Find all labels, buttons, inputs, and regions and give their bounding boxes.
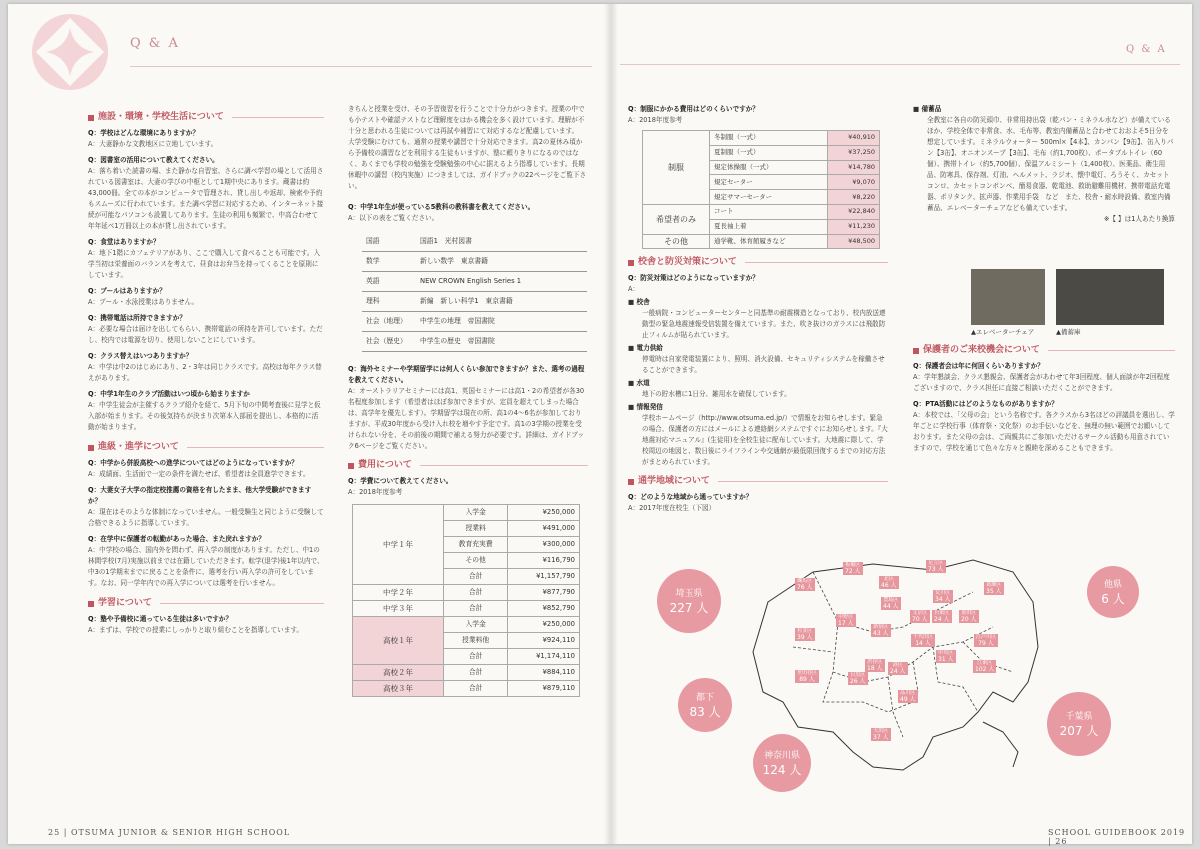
textbook-table (362, 232, 587, 352)
section-title: 保護者のご来校機会について (923, 345, 1040, 355)
textbook-row (362, 252, 587, 272)
ward-count: 76 人 (797, 583, 813, 591)
ward-count: 17 人 (838, 619, 854, 627)
ward-label (926, 560, 946, 573)
qa-answer: A：大妻静かな文教地区に立地しています。 (88, 140, 218, 148)
uniform-item: 規定体操服（一式） (710, 160, 828, 175)
tuition-row (353, 681, 580, 697)
ward-name: 江東区 (977, 660, 993, 666)
section-marker-icon (348, 463, 354, 469)
ward-count: 18 人 (867, 664, 883, 672)
tuition-row (353, 505, 580, 521)
ward-count: 37 人 (873, 733, 889, 741)
region-count: 6 人 (1101, 592, 1125, 606)
section-rule (420, 465, 588, 466)
stock-note: ※【 】は1人あたり換算 (1103, 215, 1175, 223)
section-marker-icon (88, 115, 94, 121)
safety-answer: A： (628, 285, 640, 294)
section-title: 通学地域について (638, 476, 710, 487)
qa-question: Q：中学から併設高校への進学についてはどのようになっていますか？ (88, 459, 298, 467)
uniform-category: 制服 (643, 131, 710, 205)
parents-qa-list (913, 361, 1175, 454)
ward-count: 43 人 (873, 629, 889, 637)
textbook-title: 中学生の地理 帝国書院 (416, 312, 587, 332)
section-progression-heading (88, 442, 324, 453)
tuition-item: 合計 (444, 649, 508, 665)
column-4 (913, 104, 1175, 225)
ward-count: 35 人 (986, 587, 1002, 595)
uniform-amount: ¥14,780 (827, 160, 879, 175)
uniform-amount: ¥48,500 (827, 234, 879, 249)
study-answer-cont2: 大学受験にむけても、通常の授業や講習で十分対応できます。高2の夏休み頃から予備校の講習などを利用する生徒もいますが、塾に頼りきりになるのではなく、あくまでも学校の勉強を受験勉強の中心に据えるよう指導しています。長期休暇中の講習（校内実施）につきましては、ガイドブックの22ページをご覧下さい。 (348, 138, 587, 190)
uniform-row (643, 204, 880, 219)
ward-name: 中央区 (938, 650, 954, 656)
safety-item-text: 学校ホームページ（http://www.otsuma.ed.jp/）で情報をお知らせします。緊急の場合、保護者の方にはメールによる連絡網システムですぐにお知らせします。『大地震対応マニュアル』(生徒用)を全校生徒に配布しています。大地震に際して、学校周辺の地図と、数日後にライフラインや交通網が最低限回復するまでの対応方法がまとめられています。 (642, 414, 888, 467)
section-rule (187, 447, 324, 448)
photo1-caption: ▲エレベーターチェア (971, 328, 1035, 336)
qa-answer: A：落ち着いた読書の場、また静かな自習室、さらに調べ学習の場として活用されている図書室は、大妻の学びの中枢として1期中央にあります。蔵書は約43,000冊。全ての本がコンピュータで管理され、貸し出しや返却、検索や予約もスムーズに行われています。また調べ学習に対応するため、インターネット接続が可能なパソコンも設置してあります。生徒の利用も頻繁で、中高合わせて年年延べ1万冊以上の本が貸し出されています。 (88, 167, 324, 230)
qa-question: Q：プールはありますか？ (88, 287, 166, 295)
textbook-subject: 英語 (362, 272, 416, 292)
qa-question: Q：PTA活動にはどのようなものがありますか？ (913, 400, 1058, 408)
page-gutter (604, 4, 618, 844)
uniform-item: 規定サマーセーター (710, 190, 828, 205)
ward-label (933, 590, 953, 603)
textbook-subject: 社会（地理） (362, 312, 416, 332)
section-rule (160, 603, 324, 604)
uniform-answer: A：2018年度参考 (628, 116, 683, 124)
ward-label (871, 624, 891, 637)
progression-qa-list (88, 458, 324, 589)
safety-item-text: 一般病院・コンピューターセンターと同基準の耐震構造となっており、校内放送連動型の緊急地震速報受信装置を備えています。また、吹き抜けのガラスには飛散防止フィルムが貼られています。 (642, 309, 886, 340)
qa-question: Q：塾や予備校に通っている生徒は多いですか？ (88, 615, 233, 623)
ward-count: 72 人 (845, 567, 861, 575)
section-marker-icon (628, 260, 634, 266)
uniform-row (643, 234, 880, 249)
qa-answer: A：本校では、「父母の会」という名称です。各クラスから3名ほどの評議員を選出し、学年ごとに学校行事（体育祭・文化祭）のお手伝いなどを、無理の無い範囲でお願いしております。また父母の会は、ご両親共にご参加いただけるサークル活動も用意されていますので、学校を通じて色々な方々と親睦を深めることもできます。 (913, 411, 1175, 452)
ward-label (973, 660, 996, 673)
tuition-item: 合計 (444, 601, 508, 617)
guidebook-spread (8, 4, 1192, 844)
tuition-amount: ¥924,110 (508, 633, 580, 649)
ward-count: 70 人 (912, 615, 928, 623)
uniform-amount: ¥40,910 (827, 131, 879, 146)
textbook-subject: 数学 (362, 252, 416, 272)
tuition-row (353, 617, 580, 633)
uniform-item: 冬制服（一式） (710, 131, 828, 146)
ward-label (843, 562, 863, 575)
tuition-amount: ¥491,000 (508, 521, 580, 537)
ward-label (881, 597, 901, 610)
tuition-row (353, 665, 580, 681)
qa-answer: A：現在はそのような体制になっていません。一般受験生と同じように受験して合格できるように指導しています。 (88, 508, 324, 527)
uniform-item: コート (710, 204, 828, 219)
uniform-category: その他 (643, 234, 710, 249)
safety-item-text: 停電時は自家発電装置により、照明、消火設備、セキュリティシステムを稼働させることができます。 (642, 355, 885, 375)
tuition-item: 合計 (444, 585, 508, 601)
qa-answer: A：成績面、生活面で一定の条件を満たせば、希望者は全員進学できます。 (88, 470, 310, 478)
uniform-table (642, 130, 880, 249)
ward-name: 中野区 (838, 614, 854, 620)
textbook-question: Q：中学1年生が使っている5教科の教科書を教えてください。 (348, 203, 535, 211)
qa-answer: A：中学生徒会が主催するクラブ紹介を経て、5月下旬の中間考査後に見学と仮入部が始まります。その後気持ちが決まり次第本入部届を提出し、本格的に活動が始まります。 (88, 401, 321, 431)
section-rule (232, 117, 324, 118)
fees-answer: A：2018年度参考 (348, 488, 403, 496)
textbook-title: 新編 新しい科学1 東京書籍 (416, 292, 587, 312)
seminar-answer: A：オーストラリアセミナーには高1、英国セミナーには高1・2の希望者が各30名程度参加します（希望者はほぼ参加できますが、定員を超えてしまった場合は、高学年を優先します）。学期留学は現在の所、高1の4～6名が参加しておりますが、平成30年度から受け入れ校を増やす予定です。高1の3学期の授業を受けられない分を、その前後の期間で補える努力が必要です。詳細は、ガイドブック6ページをご覧ください。 (348, 387, 585, 450)
qa-answer: A：必要な場合は届けを出してもらい、携帯電話の所持を許可しています。ただし、校内では電源を切り、使用しないことにしています。 (88, 325, 323, 344)
header-right-rule (620, 64, 1180, 65)
tuition-row (353, 601, 580, 617)
facilities-qa-list (88, 128, 324, 433)
ward-name: 大田区 (873, 728, 889, 734)
ward-label (879, 576, 899, 589)
ward-name: 港区 (892, 662, 903, 668)
tuition-amount: ¥250,000 (508, 617, 580, 633)
ward-name: 墨田区 (961, 610, 977, 616)
tuition-amount: ¥116,790 (508, 553, 580, 569)
safety-items (628, 284, 888, 468)
tuition-amount: ¥879,110 (508, 681, 580, 697)
ward-count: 26 人 (850, 677, 866, 685)
photo2-caption: ▲備蓄庫 (1056, 328, 1081, 336)
ward-count: 49 人 (900, 695, 916, 703)
tuition-grade: 中学３年 (353, 601, 444, 617)
textbook-row (362, 312, 587, 332)
ward-count: 14 人 (915, 639, 931, 647)
textbook-title: NEW CROWN English Series 1 (416, 272, 587, 292)
uniform-row (643, 131, 880, 146)
tuition-amount: ¥300,000 (508, 537, 580, 553)
tuition-amount: ¥1,157,790 (508, 569, 580, 585)
qa-question: Q：携帯電話は所持できますか？ (88, 314, 186, 322)
textbook-subject: 国語 (362, 232, 416, 252)
ward-name: 千代田区 (913, 634, 934, 640)
qa-question: Q：図書室の活用について教えてください。 (88, 156, 219, 164)
uniform-item: 規定セーター (710, 175, 828, 190)
region-bubble (753, 734, 811, 792)
ward-label (795, 578, 815, 591)
column-1 (88, 112, 324, 636)
ward-label (932, 610, 952, 623)
textbook-row (362, 332, 587, 352)
ward-count: 46 人 (881, 581, 897, 589)
ward-name: 新宿区 (873, 624, 889, 630)
safety-item-heading: ■ 電力供給 (628, 343, 888, 354)
section-rule (718, 481, 888, 482)
ward-label (936, 650, 956, 663)
study-qa-list (88, 614, 324, 636)
tuition-amount: ¥884,110 (508, 665, 580, 681)
ward-count: 34 人 (935, 595, 951, 603)
commute-map (633, 552, 1193, 777)
tuition-item: 教育充実費 (444, 537, 508, 553)
section-facilities-heading (88, 112, 324, 123)
ward-label (865, 659, 885, 672)
ward-name: 世田谷区 (797, 670, 818, 676)
tuition-grade: 中学１年 (353, 505, 444, 585)
textbook-row (362, 232, 587, 252)
qa-question: Q：大妻女子大学の指定校推薦の資格を有したまま、他大学受験ができますか？ (88, 486, 312, 505)
column-3 (628, 104, 888, 514)
tuition-row (353, 585, 580, 601)
uniform-item: 夏制服（一式） (710, 145, 828, 160)
qa-answer: A：プール・水泳授業はありません。 (88, 298, 199, 306)
section-parents-heading (913, 345, 1175, 356)
uniform-amount: ¥11,230 (827, 219, 879, 234)
ward-name: 練馬区 (797, 578, 813, 584)
storage-room-photo (1056, 269, 1164, 325)
tuition-item: 合計 (444, 681, 508, 697)
uniform-question: Q：制服にかかる費用はどのくらいですか？ (628, 105, 759, 113)
tuition-table (352, 504, 580, 697)
uniform-amount: ¥8,220 (827, 190, 879, 205)
tuition-item: 授業料 (444, 521, 508, 537)
ward-count: 39 人 (797, 633, 813, 641)
textbook-title: 国語1 光村図書 (416, 232, 587, 252)
uniform-item: 夏長袖上着 (710, 219, 828, 234)
qa-question: Q：中学1年生のクラブ活動はいつ頃から始まりますか (88, 390, 250, 398)
ward-count: 73 人 (928, 565, 944, 573)
textbook-row (362, 272, 587, 292)
stock-heading: ■ 備蓄品 (913, 104, 1175, 115)
qa-answer: A：地下1階にカフェテリアがあり、ここで購入して食べることも可能です。入学当初は栄養面のバランスを考えて、昼食はお弁当を持ってくることを原則にしています。 (88, 249, 321, 279)
region-name: 埼玉県 (675, 589, 703, 599)
textbook-title: 新しい数学 東京書籍 (416, 252, 587, 272)
ward-name: 文京区 (912, 610, 928, 616)
section-title: 校舎と防災対策について (638, 257, 737, 268)
section-title: 施設・環境・学校生活について (98, 112, 224, 122)
region-count: 207 人 (1059, 724, 1099, 738)
ward-label (795, 628, 815, 641)
tuition-item: 合計 (444, 569, 508, 585)
ward-label (871, 728, 891, 741)
tuition-item: その他 (444, 553, 508, 569)
ward-name: 豊島区 (883, 597, 899, 603)
ward-name: 葛飾区 (986, 582, 1002, 588)
ward-count: 79 人 (978, 639, 994, 647)
ward-name: 荒川区 (935, 590, 951, 596)
elevator-chair-photo (971, 269, 1045, 325)
region-bubble (1087, 566, 1139, 618)
ward-label (910, 610, 930, 623)
section-marker-icon (88, 445, 94, 451)
region-name: 都下 (695, 693, 714, 703)
textbook-subject: 社会（歴史） (362, 332, 416, 352)
uniform-amount: ¥9,070 (827, 175, 879, 190)
textbook-subject: 理科 (362, 292, 416, 312)
header-right-title: Q & A (1126, 44, 1167, 55)
textbook-title: 中学生の歴史 帝国書院 (416, 332, 587, 352)
qa-answer: A：学年懇談会、クラス懇親会、保護者会があわせて年3回程度、個人面談が年2回程度ございますので、クラス担任に直接ご相談いただくことができます。 (913, 373, 1170, 392)
ward-name: 杉並区 (797, 628, 813, 634)
region-count: 227 人 (669, 601, 709, 615)
ward-name: 渋谷区 (867, 659, 883, 665)
qa-answer: A：まずは、学校での授業にしっかりと取り組むことを指導しています。 (88, 626, 303, 634)
tuition-amount: ¥250,000 (508, 505, 580, 521)
tuition-amount: ¥877,790 (508, 585, 580, 601)
ward-name: 品川区 (900, 690, 916, 696)
section-title: 進級・進学について (98, 442, 179, 452)
uniform-category: 希望者のみ (643, 204, 710, 234)
section-marker-icon (628, 479, 634, 485)
tuition-item: 授業料他 (444, 633, 508, 649)
section-study-heading (88, 598, 324, 609)
tuition-amount: ¥852,790 (508, 601, 580, 617)
section-title: 学習について (98, 598, 152, 608)
ward-name: 足立区 (928, 560, 944, 566)
section-safety-heading (628, 257, 888, 268)
tuition-grade: 高校２年 (353, 665, 444, 681)
region-count: 124 人 (762, 763, 802, 777)
uniform-amount: ¥22,840 (827, 204, 879, 219)
ward-count: 31 人 (938, 655, 954, 663)
ward-name: 目黒区 (850, 672, 866, 678)
section-marker-icon (88, 601, 94, 607)
tuition-item: 入学金 (444, 617, 508, 633)
ward-count: 102 人 (975, 665, 995, 673)
stock-text: 全教室に各自の防災頭巾、非常用持出袋（乾パン・ミネラル水など）が備えているほか、学校全体で非常食、水、毛布等、教室内備蓄品と合わせておおよそ5日分を想定しています。ミネラルウォーター 500ml×【4本】、カンパン【9缶】、缶入りパン【3缶】、オニオンスープ【3缶】、毛布（約1,700枚）、ポータブルトイレ（60個）、携帯トイレ（約5,700個）、保温アルミシート（1,400枚）、医薬品、衛生用品、防寒具、保存剤、灯油、ヘルメット、ラジオ、懐中電灯、ろうそく、カセットコンロ、カセットコンボンベ、簡易食器、乾電池、救助避難用機材、携帯電話充電器、ポリタンク、拡声器、作業用手袋 など また、校舎・耐水時設備、救室内備蓄品、エレベーターチェアなども備えています。 (927, 116, 1174, 212)
section-commute-heading (628, 476, 888, 487)
ward-count: 44 人 (883, 602, 899, 610)
section-fees-heading (348, 460, 588, 471)
ward-label (848, 672, 868, 685)
qa-question: Q：食堂はありますか？ (88, 238, 160, 246)
tuition-item: 合計 (444, 665, 508, 681)
ward-count: 24 人 (890, 667, 906, 675)
qa-answer: A：中学校の場合、国内外を問わず、再入学の制度があります。ただし、中1の林間学校(7月)実施以前までは在籍していただきます。転学(退学)後1年以内で、中3の1学期末までに戻ることを条件に、選考を行い再入学の許可をしています。なお、同一学年内での再入学については選考を行いません。 (88, 546, 324, 587)
ward-label (974, 634, 998, 647)
section-rule (1048, 350, 1175, 351)
ward-count: 24 人 (934, 615, 950, 623)
region-count: 83 人 (689, 705, 721, 719)
ward-count: 20 人 (961, 615, 977, 623)
ward-label (888, 662, 908, 675)
ward-label (795, 670, 819, 683)
section-rule (745, 262, 888, 263)
region-bubble (678, 678, 732, 732)
ward-label (836, 614, 856, 627)
textbook-answer: A：以下の表をご覧ください。 (348, 214, 439, 222)
safety-question: Q：防災対策はどのようになっていますか？ (628, 274, 759, 283)
safety-item-heading: ■ 校舎 (628, 297, 888, 308)
region-bubble (657, 569, 721, 633)
ward-label (898, 690, 918, 703)
textbook-row (362, 292, 587, 312)
region-name: 神奈川県 (763, 751, 800, 761)
tuition-item: 入学金 (444, 505, 508, 521)
uniform-item: 通学靴、体育館履きなど (710, 234, 828, 249)
commute-question: Q：どのような地域から通っていますか？ (628, 493, 753, 502)
qa-answer: A：中学は中2のはじめにあり、2・3年は同じクラスです。高校は毎年クラス替えがあります。 (88, 363, 322, 382)
ward-name: 板橋区 (845, 562, 861, 568)
uniform-amount: ¥37,250 (827, 145, 879, 160)
qa-question: Q：学校はどんな環境にありますか？ (88, 129, 200, 137)
tuition-grade: 高校１年 (353, 617, 444, 665)
safety-item-heading: ■ 水道 (628, 378, 888, 389)
section-marker-icon (913, 348, 919, 354)
footer-right: SCHOOL GUIDEBOOK 2019 | 26 (1048, 828, 1186, 846)
ward-label (984, 582, 1004, 595)
region-name: 他県 (1103, 580, 1122, 590)
safety-item-heading: ■ 情報発信 (628, 402, 888, 413)
ward-label (911, 634, 935, 647)
tuition-amount: ¥1,174,110 (508, 649, 580, 665)
column-4-lower (913, 345, 1175, 454)
qa-question: Q：在学中に保護者の転勤があった場合、また戻れますか？ (88, 535, 265, 543)
school-emblem-icon (30, 12, 110, 92)
footer-left: 25 | OTSUMA JUNIOR & SENIOR HIGH SCHOOL (48, 828, 291, 837)
header-left-title: Q & A (130, 36, 180, 51)
qa-question: Q：クラス替えはいつありますか？ (88, 352, 193, 360)
commute-answer: A：2017年度在校生（下図） (628, 504, 716, 513)
study-answer-cont: きちんと授業を受け、その予習復習を行うことで十分力がつきます。授業の中でも小テストや確認テストなど理解度をはかる機会を多く設けています。理解が不十分と思われる生徒については再試や補習にて対応するなど配慮しています。 (348, 105, 585, 135)
column-2 (348, 104, 588, 697)
header-left-rule (130, 66, 592, 67)
seminar-question: Q：海外セミナーや学期留学には何人くらい参加できますか？また、選考の過程を教えてください。 (348, 365, 585, 384)
ward-count: 89 人 (799, 675, 815, 683)
safety-item-text: 地下の貯水槽に1日分、雑用水を確保しています。 (642, 390, 791, 399)
ward-name: 台東区 (934, 610, 950, 616)
qa-question: Q：保護者会は年に何回くらいありますか？ (913, 362, 1044, 370)
ward-name: 江戸川区 (976, 634, 997, 640)
section-title: 費用について (358, 460, 412, 470)
fees-question: Q：学費について教えてください。 (348, 477, 453, 485)
tuition-grade: 高校３年 (353, 681, 444, 697)
region-bubble (1047, 692, 1111, 756)
ward-label (959, 610, 979, 623)
tuition-grade: 中学２年 (353, 585, 444, 601)
region-name: 千葉県 (1065, 712, 1093, 722)
ward-name: 北区 (883, 576, 894, 582)
